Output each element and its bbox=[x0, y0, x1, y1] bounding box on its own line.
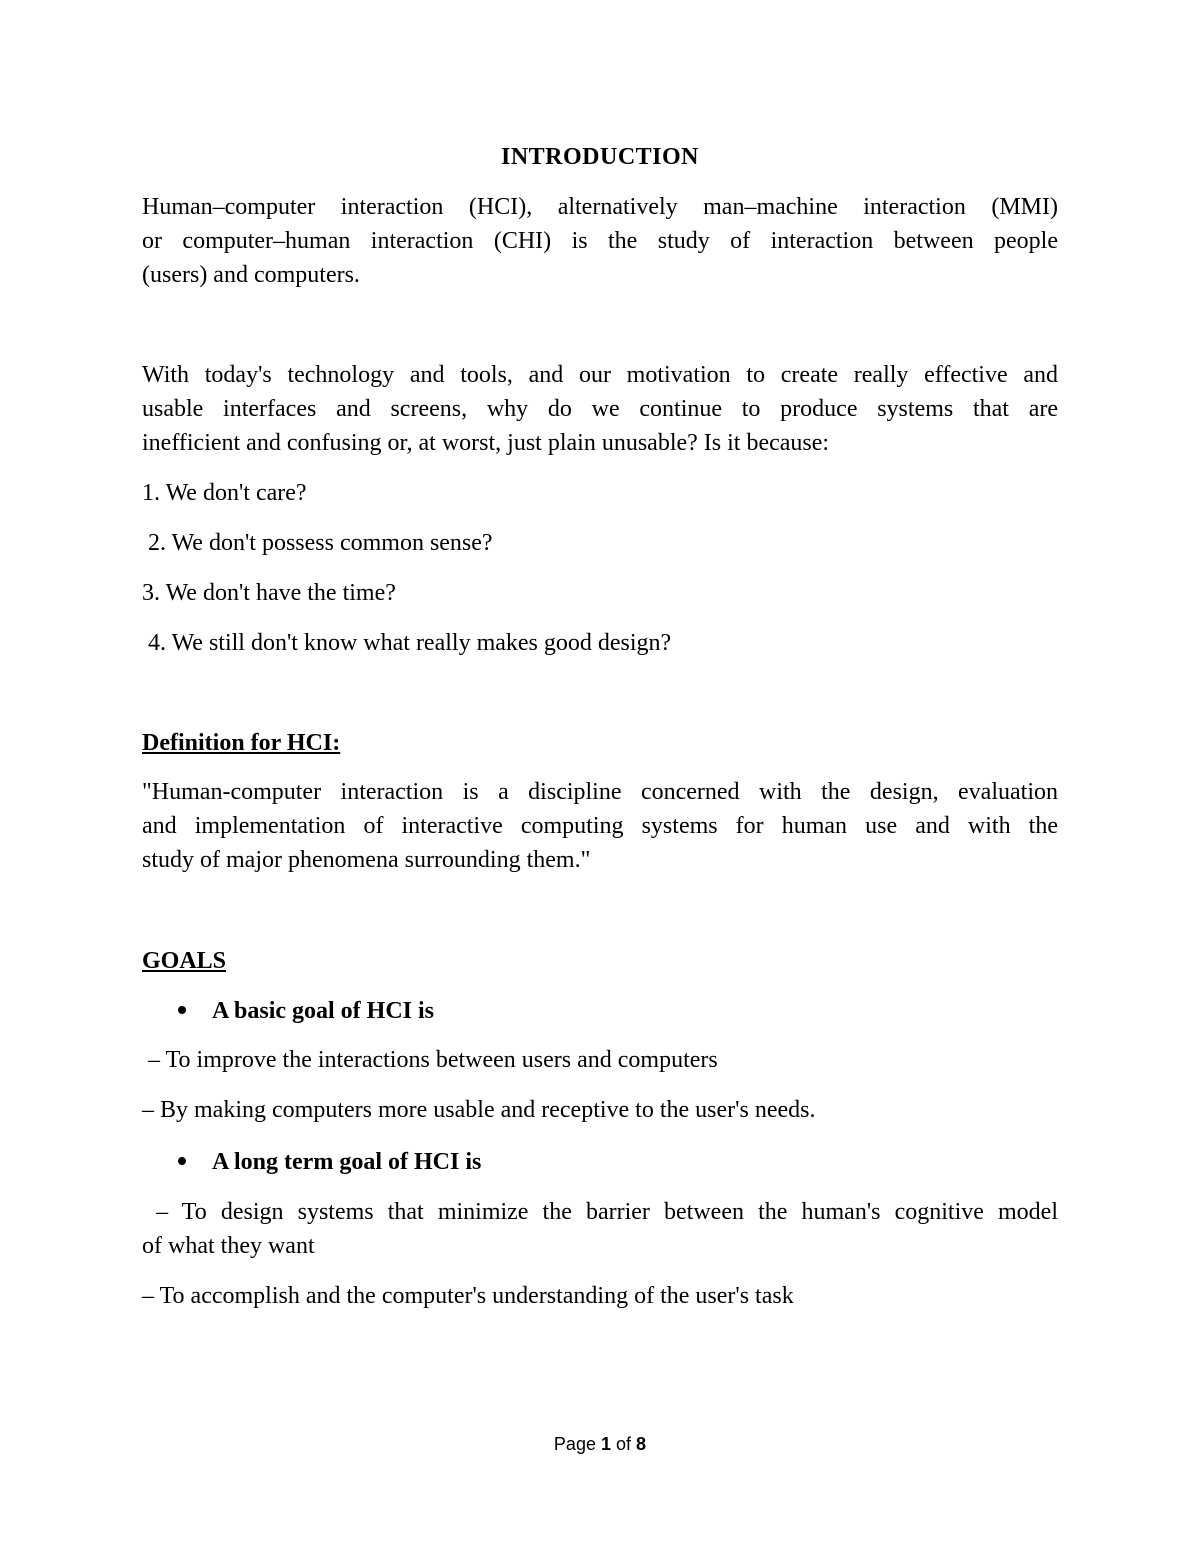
goals-heading: GOALS bbox=[142, 948, 227, 974]
motivation-line-1: With today's technology and tools, and our motivation to create really effective and bbox=[142, 362, 1058, 388]
intro-line-3: (users) and computers. bbox=[142, 262, 360, 288]
footer-page-number: 1 bbox=[600, 1434, 611, 1454]
long-goal-line-3: – To accomplish and the computer's understanding of the user's task bbox=[142, 1283, 794, 1309]
bullet-dot-icon bbox=[178, 1006, 186, 1014]
reason-item-4: 4. We still don't know what really makes good design? bbox=[142, 630, 672, 656]
motivation-line-3: inefficient and confusing or, at worst, just plain unusable? Is it because: bbox=[142, 430, 830, 456]
reason-item-2: 2. We don't possess common sense? bbox=[142, 530, 493, 556]
page-footer bbox=[0, 1432, 1200, 1456]
reason-item-3: 3. We don't have the time? bbox=[142, 580, 396, 606]
intro-line-1: Human–computer interaction (HCI), alternatively man–machine interaction (MMI) bbox=[142, 194, 1058, 220]
intro-line-2: or computer–human interaction (CHI) is the study of interaction between people bbox=[142, 228, 1058, 254]
long-goal-line-1: – To design systems that minimize the barrier between the human's cognitive model bbox=[142, 1199, 1058, 1225]
motivation-line-2: usable interfaces and screens, why do we continue to produce systems that are bbox=[142, 396, 1058, 422]
bullet-dot-icon bbox=[178, 1157, 186, 1165]
definition-line-3: study of major phenomena surrounding them." bbox=[142, 847, 591, 873]
basic-goal-point-1: – To improve the interactions between users and computers bbox=[142, 1047, 718, 1073]
definition-heading: Definition for HCI: bbox=[142, 730, 341, 756]
basic-goal-label: A basic goal of HCI is bbox=[212, 998, 435, 1024]
footer-page-total: 8 bbox=[636, 1434, 647, 1454]
page-title: INTRODUCTION bbox=[500, 144, 700, 170]
definition-line-2: and implementation of interactive computing systems for human use and with the bbox=[142, 813, 1058, 839]
bullet-long-goal bbox=[178, 1145, 481, 1179]
bullet-basic-goal bbox=[178, 994, 434, 1028]
definition-line-1: "Human-computer interaction is a discipline concerned with the design, evaluation bbox=[142, 779, 1058, 805]
basic-goal-point-2: – By making computers more usable and receptive to the user's needs. bbox=[142, 1097, 816, 1123]
long-goal-label: A long term goal of HCI is bbox=[212, 1149, 482, 1175]
footer-page-word: Page bbox=[553, 1434, 596, 1454]
long-goal-line-2: of what they want bbox=[142, 1233, 315, 1259]
footer-of-word: of bbox=[616, 1434, 632, 1454]
reason-item-1: 1. We don't care? bbox=[142, 480, 307, 506]
